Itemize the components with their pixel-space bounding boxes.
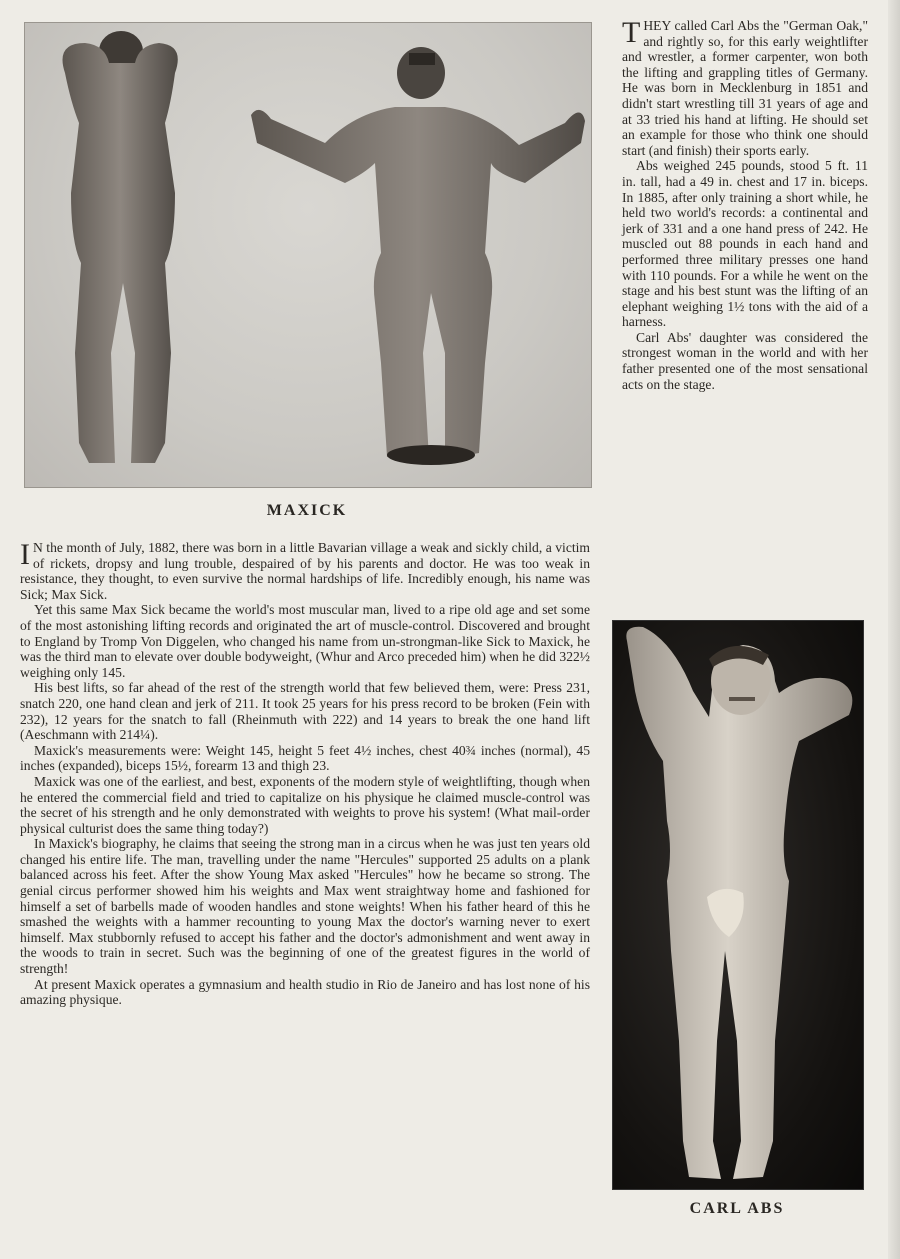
carl-abs-caption: CARL ABS [689, 1200, 785, 1217]
maxick-article [20, 540, 590, 1008]
abs-paragraph-1 [622, 18, 868, 158]
abs-paragraph-1-text: HEY called Carl Abs the "German Oak," and rightly so, for this early weightlifter and wrestler, a former carpenter, won both the lifting and grappling titles of Germany. He was born in Mecklenburg in 1851 and didn't start wrestling till 31 years of age and at 33 tried his hand at lifting. He should set an example for those who think one should start (and finish) their sports early. [622, 18, 868, 158]
abs-paragraph-3: Carl Abs' daughter was considered the strongest woman in the world and with her father presented one of the most sensational acts on the stage. [622, 329, 868, 392]
maxick-paragraph-2: Yet this same Max Sick became the world's most muscular man, lived to a ripe old age and set some of the most astonishing lifting records and originated the art of muscle-control. Discovered and brought to England by Tromp Von Diggelen, who changed his name from un-strongman-like Sick to Maxick, he was the third man to elevate over double bodyweight, (Whur and Arco preceded him) when he did 322½ weighing only 145. [20, 602, 590, 680]
maxick-paragraph-1-text: N the month of July, 1882, there was born in a little Bavarian village a weak and sickly child, a victim of rickets, dropsy and lung trouble, despaired of by his parents and doctor. He was too weak in resistance, they thought, to even survive the normal hardships of life. Incredibly enough, his name was Sick; Max Sick. [20, 540, 590, 602]
carl-abs-figure [626, 627, 852, 1179]
carl-abs-figure-illustration [613, 621, 863, 1189]
maxick-paragraph-5: Maxick was one of the earliest, and best, exponents of the modern style of weightlifting, though when he entered the commercial field and tried to capitalize on his physique he claimed muscle-control was the secret of his strength and he only demonstrated with weights to prove his system! (What mail-order physical culturist does the same thing today?) [20, 773, 590, 836]
abs-article [622, 18, 868, 392]
maxick-figures-illustration [25, 23, 591, 487]
abs-dropcap: T [622, 16, 641, 49]
maxick-paragraph-1 [20, 540, 590, 602]
maxick-caption: MAXICK [266, 502, 348, 519]
abs-paragraph-2: Abs weighed 245 pounds, stood 5 ft. 11 in. tall, had a 49 in. chest and 17 in. biceps. In 1885, after only training a short while, he held two world's records: a continental and jerk of 331 and a one hand press of 242. He muscled out 88 pounds in each hand and performed three military presses one hand with 110 pounds. For a while he went on the stage and his best stunt was the lifting of an elephant weighing 1½ tons with the aid of a harness. [622, 158, 868, 330]
maxick-paragraph-6: In Maxick's biography, he claims that seeing the strong man in a circus when he was just ten years old changed his entire life. The man, travelling under the name "Hercules" supported 25 adults on a plank balanced across his feet. After the show Young Max asked "Hercules" how he became so strong. The genial circus performer showed him his weights and Max went straightway home and fashioned for himself a set of barbells made of wooden handles and stone weights! When his father heard of this he smashed the weights with a hammer recounting to young Max the doctor's warning never to exert himself. Max stubbornly refused to accept his father and the doctor's admonishment and went away in the woods to train in secret. Such was the beginning of one of the greatest figures in the world of strength! [20, 836, 590, 977]
page-edge-shadow [888, 0, 900, 1259]
maxick-dropcap: I [20, 538, 30, 571]
maxick-paragraph-4: Maxick's measurements were: Weight 145, height 5 feet 4½ inches, chest 40¾ inches (normal), 45 inches (expanded), biceps 15½, forearm 13 and thigh 23. [20, 742, 590, 774]
carl-abs-photo [612, 620, 864, 1190]
maxick-photo [24, 22, 592, 488]
maxick-paragraph-7: At present Maxick operates a gymnasium and health studio in Rio de Janeiro and has lost none of his amazing physique. [20, 976, 590, 1008]
front-view-figure [251, 47, 585, 465]
maxick-paragraph-3: His best lifts, so far ahead of the rest of the strength world that few believed them, were: Press 231, snatch 220, one hand clean and jerk of 211. It took 25 years for his press record to be broken (Fein with 232), 12 years for the snatch to fall (Rheinmuth with 222) and 14 years to break the one hand lift (Aeschmann with 214¼). [20, 680, 590, 743]
back-view-figure [63, 31, 178, 463]
